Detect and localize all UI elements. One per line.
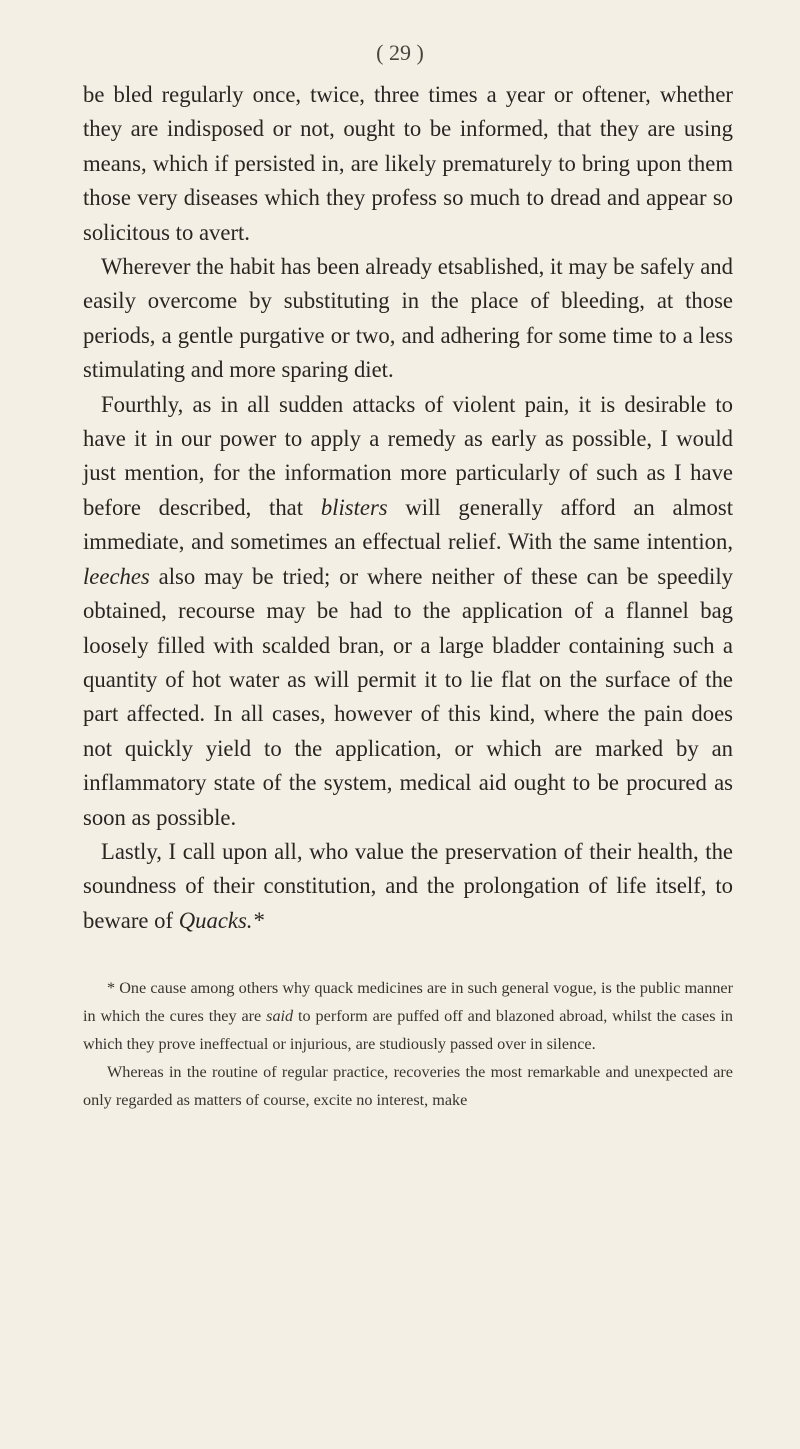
text-run: Fourthly, as in all sudden attacks of violent pain, it is desirable to have it in our power to apply a remedy as early as possible, I would just mention, for the information more particularly of such as I have before described, that: [83, 391, 733, 520]
italic-term-said: said: [266, 1007, 294, 1025]
text-run: * One cause among others why quack medicines are in such general vogue, is the public manner in which the cures they are: [83, 979, 733, 1025]
body-paragraph: [83, 835, 733, 938]
italic-term-leeches: leeches: [83, 563, 150, 589]
text-run: also may be tried; or where neither of these can be speedily obtained, recourse may be had to the application of a flannel bag loosely filled with scalded bran, or a large bladder containing such a quantity of hot water as will permit it to lie flat on the surface of the part affected. In all cases, however of this kind, where the pain does not quickly yield to the application, or which are marked by an inflammatory state of the system, medical aid ought to be procured as soon as possible.: [83, 563, 733, 830]
main-text: [83, 78, 733, 938]
footnotes: [83, 974, 733, 1114]
body-paragraph: Wherever the habit has been already etsablished, it may be safely and easily overcome by substituting in the place of bleeding, at those periods, a gentle purgative or two, and adhering for some time to a less stimulating and more sparing diet.: [83, 254, 733, 383]
footnote-paragraph: Whereas in the routine of regular practice, recoveries the most remarkable and unexpected are only regarded as matters of course, excite no interest, make: [83, 1063, 733, 1109]
body-paragraph: [83, 388, 733, 835]
text-run: Lastly, I call upon all, who value the preservation of their health, the soundness of their constitution, and the prolongation of life itself, to beware of: [83, 838, 733, 933]
text-run: will generally afford an almost immediate, and sometimes an effectual relief. With the same intention,: [83, 494, 733, 555]
italic-term-quacks: Quacks.*: [178, 907, 264, 933]
text-run: to perform are puffed off and blazoned abroad, whilst the cases in which they prove ineffectual or injurious, are studiously passed over in silence.: [83, 1007, 733, 1053]
body-paragraph: be bled regularly once, twice, three times a year or oftener, whether they are indisposed or not, ought to be informed, that they are using means, which if persisted in, are likely prematurely to bring upon them those very diseases which they profess so much to dread and appear so solicitous to avert.: [83, 82, 733, 245]
italic-term-blisters: blisters: [320, 494, 388, 520]
footnote-paragraph: [83, 974, 733, 1058]
page-number: ( 29 ): [376, 40, 424, 65]
